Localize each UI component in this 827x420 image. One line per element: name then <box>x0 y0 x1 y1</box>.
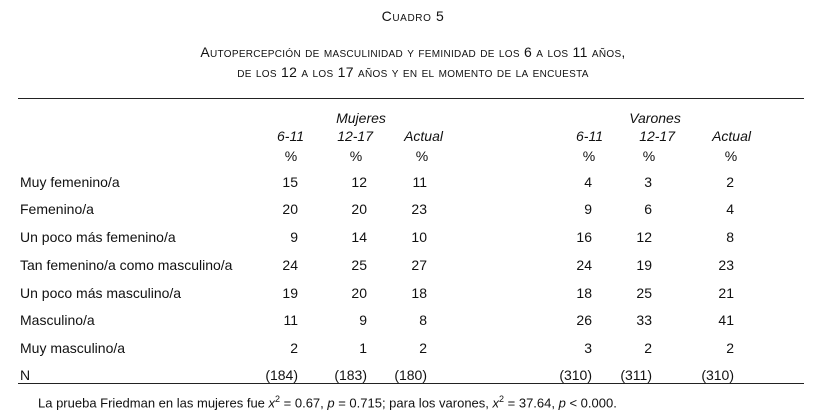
table-title-line-2: de los 12 a los 17 años y en el momento de la encuesta <box>237 64 589 80</box>
table-cell: 11 <box>412 174 427 190</box>
row-label: Un poco más masculino/a <box>20 285 182 301</box>
row-label: Femenino/a <box>20 201 94 217</box>
table-cell: 20 <box>351 201 367 217</box>
row-label: Muy femenino/a <box>20 174 120 190</box>
men-chi-value: = 37.64, <box>504 395 559 411</box>
group-header-men: Varones <box>629 110 681 126</box>
table-cell: 24 <box>282 257 298 273</box>
table-cell: 1 <box>359 340 367 356</box>
unit-women-12-17: % <box>349 148 363 164</box>
table-cell: 15 <box>282 174 298 190</box>
chi-exponent-men: 2 <box>499 394 505 404</box>
col-header-women-actual: Actual <box>404 128 443 144</box>
p-symbol-men: p <box>558 395 566 411</box>
table-cell: 23 <box>718 257 734 273</box>
table-cell: (311) <box>620 367 652 383</box>
table-cell: 27 <box>411 257 427 273</box>
table-caption: Cuadro 5 <box>381 8 445 24</box>
row-label: Un poco más femenino/a <box>20 229 176 245</box>
table-cell: 25 <box>636 285 652 301</box>
unit-women-6-11: % <box>284 148 298 164</box>
table-cell: (180) <box>394 367 427 383</box>
chi-symbol-men: x <box>492 395 500 411</box>
row-label: Tan femenino/a como masculino/a <box>20 257 233 273</box>
table-cell: 19 <box>636 257 652 273</box>
bottom-rule <box>18 383 804 384</box>
table-cell: 19 <box>282 285 298 301</box>
chi-symbol: x <box>268 395 276 411</box>
women-chi-value: = 0.67, <box>280 395 328 411</box>
col-header-men-6-11: 6-11 <box>576 128 603 144</box>
col-header-men-actual: Actual <box>712 128 751 144</box>
table-cell: 3 <box>644 174 652 190</box>
table-cell: 26 <box>576 312 592 328</box>
table-cell: (183) <box>334 367 367 383</box>
women-p-value: = 0.715; para los varones, <box>334 395 493 411</box>
table-cell: 14 <box>351 229 367 245</box>
table-cell: 2 <box>726 340 734 356</box>
table-cell: 33 <box>636 312 652 328</box>
table-cell: 25 <box>351 257 367 273</box>
table-cell: 18 <box>576 285 592 301</box>
table-cell: 12 <box>351 174 367 190</box>
table-cell: 21 <box>718 285 734 301</box>
table-cell: 9 <box>584 201 592 217</box>
row-label: Masculino/a <box>20 312 95 328</box>
unit-women-actual: % <box>415 148 429 164</box>
table-cell: 9 <box>359 312 367 328</box>
table-cell: 24 <box>576 257 592 273</box>
table-cell: 8 <box>726 229 734 245</box>
table-cell: 10 <box>411 229 427 245</box>
col-header-women-12-17: 12-17 <box>337 128 373 144</box>
table-cell: 20 <box>351 285 367 301</box>
row-label: Muy masculino/a <box>20 340 126 356</box>
table-cell: 12 <box>636 229 652 245</box>
table-cell: (310) <box>701 367 734 383</box>
table-cell: 4 <box>726 201 734 217</box>
table-cell: 9 <box>290 229 298 245</box>
table-cell: 3 <box>584 340 592 356</box>
col-header-women-6-11: 6-11 <box>277 128 304 144</box>
table-cell: 2 <box>644 340 652 356</box>
table-cell: 4 <box>584 174 592 190</box>
table-title-line-1: Autopercepción de masculinidad y feminidad de los 6 a los 11 años, <box>200 44 626 60</box>
table-cell: 41 <box>718 312 734 328</box>
table-cell: 18 <box>411 285 427 301</box>
row-label: N <box>20 367 31 383</box>
table-cell: 2 <box>726 174 734 190</box>
table-cell: 2 <box>290 340 298 356</box>
table-cell: (310) <box>559 367 592 383</box>
table-cell: 2 <box>419 340 427 356</box>
table-cell: 23 <box>411 201 427 217</box>
footnote <box>38 394 617 410</box>
group-header-women: Mujeres <box>336 110 386 126</box>
p-symbol-women: p <box>327 395 335 411</box>
footnote-prefix: La prueba Friedman en las mujeres fue <box>38 395 269 411</box>
table-cell: 20 <box>282 201 298 217</box>
unit-men-12-17: % <box>642 148 656 164</box>
unit-men-6-11: % <box>582 148 596 164</box>
table-cell: 16 <box>576 229 592 245</box>
table-cell: (184) <box>265 367 298 383</box>
chi-exponent: 2 <box>275 394 281 404</box>
men-p-value: < 0.000. <box>565 395 617 411</box>
table-cell: 8 <box>419 312 427 328</box>
top-rule <box>18 98 804 99</box>
table-cell: 6 <box>644 201 652 217</box>
unit-men-actual: % <box>724 148 738 164</box>
table-cell: 11 <box>283 312 298 328</box>
col-header-men-12-17: 12-17 <box>639 128 675 144</box>
